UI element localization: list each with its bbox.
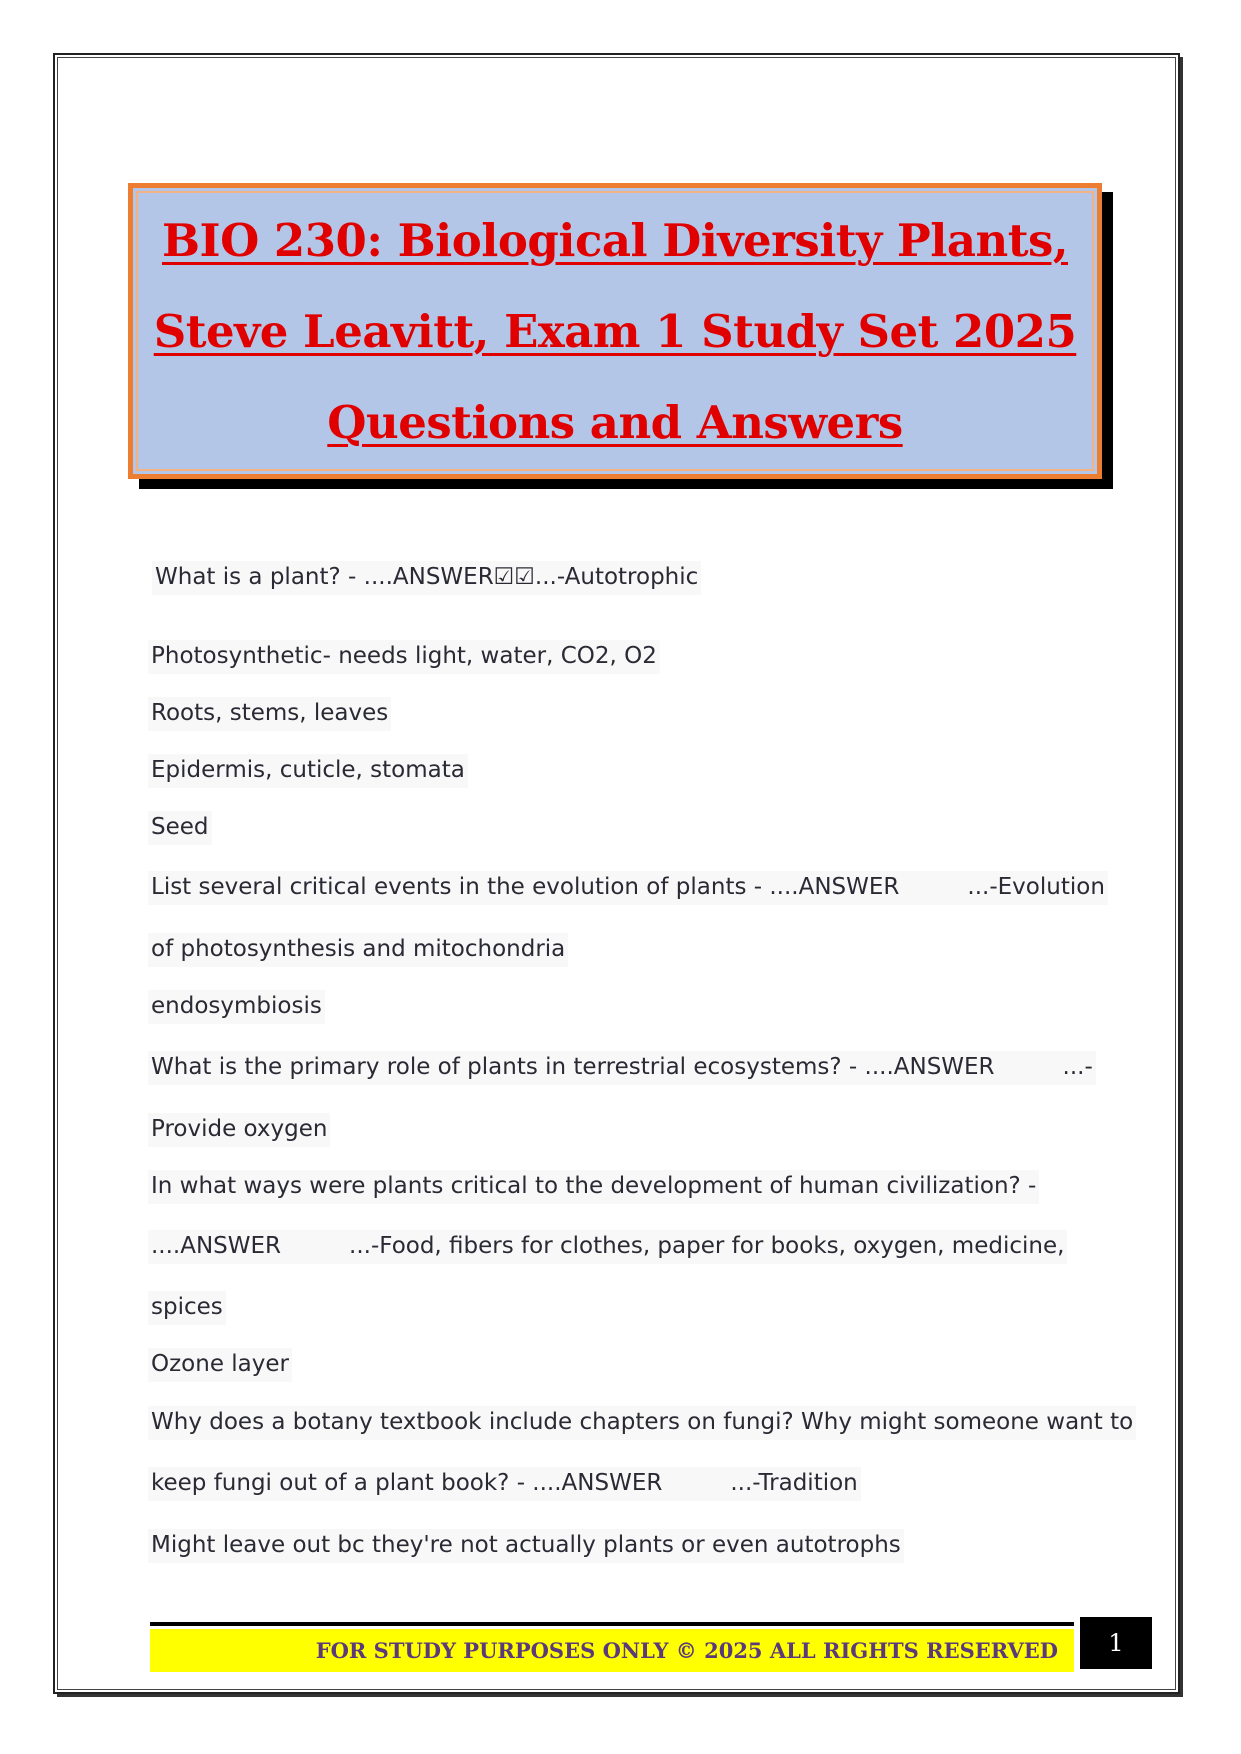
footer-rule [150,1622,1074,1626]
answer-line-spices: spices [148,1291,226,1325]
question-plant: What is a plant? - ....ANSWER☑☑...-Autotrophic [152,561,701,595]
answer-line-roots: Roots, stems, leaves [148,697,391,731]
answer-human-civilization-text: ...-Food, fibers for clothes, paper for books, oxygen, medicine, [349,1233,1065,1259]
question-fungi-continued [148,1467,861,1501]
answer-line-photosynthetic: Photosynthetic- needs light, water, CO2, O2 [148,640,660,674]
page-border-shadow-right [1180,57,1183,1697]
answer-line-photosynthesis: of photosynthesis and mitochondria [148,933,568,967]
title-box [128,183,1102,479]
question-primary-role [148,1051,1096,1085]
answer-line-epidermis: Epidermis, cuticle, stomata [148,754,468,788]
answer-line-leave-out: Might leave out bc they're not actually plants or even autotrophs [148,1529,904,1563]
footer-text: FOR STUDY PURPOSES ONLY © 2025 ALL RIGHTS RESERVED [315,1638,1058,1663]
question-critical-events-text: List several critical events in the evolution of plants - ....ANSWER [151,874,900,900]
answer-primary-role-start: ...- [1062,1054,1093,1080]
footer-bar [150,1629,1074,1672]
question-fungi-continued-text: keep fungi out of a plant book? - ....ANSWER [151,1470,663,1496]
question-fungi: Why does a botany textbook include chapters on fungi? Why might someone want to [148,1406,1136,1440]
question-critical-events [148,871,1108,905]
page-number: 1 [1108,1629,1124,1657]
question-primary-role-text: What is the primary role of plants in terrestrial ecosystems? - ....ANSWER [151,1054,995,1080]
title-line-1: BIO 230: Biological Diversity Plants, [161,213,1069,267]
answer-label: ....ANSWER [151,1233,282,1259]
question-human-civilization: In what ways were plants critical to the development of human civilization? - [148,1170,1039,1204]
answer-human-civilization [148,1230,1067,1264]
title-line-3: Questions and Answers [327,395,903,449]
answer-line-oxygen: Provide oxygen [148,1113,330,1147]
title-line-2: Steve Leavitt, Exam 1 Study Set 2025 [153,304,1077,358]
answer-line-seed: Seed [148,811,212,845]
answer-line-ozone: Ozone layer [148,1348,292,1382]
answer-tradition: ...-Tradition [730,1470,858,1496]
answer-evolution-start: ...-Evolution [967,874,1105,900]
page-border-shadow-bottom [57,1694,1183,1697]
answer-line-endosymbiosis: endosymbiosis [148,990,325,1024]
page-number-box [1080,1617,1152,1669]
